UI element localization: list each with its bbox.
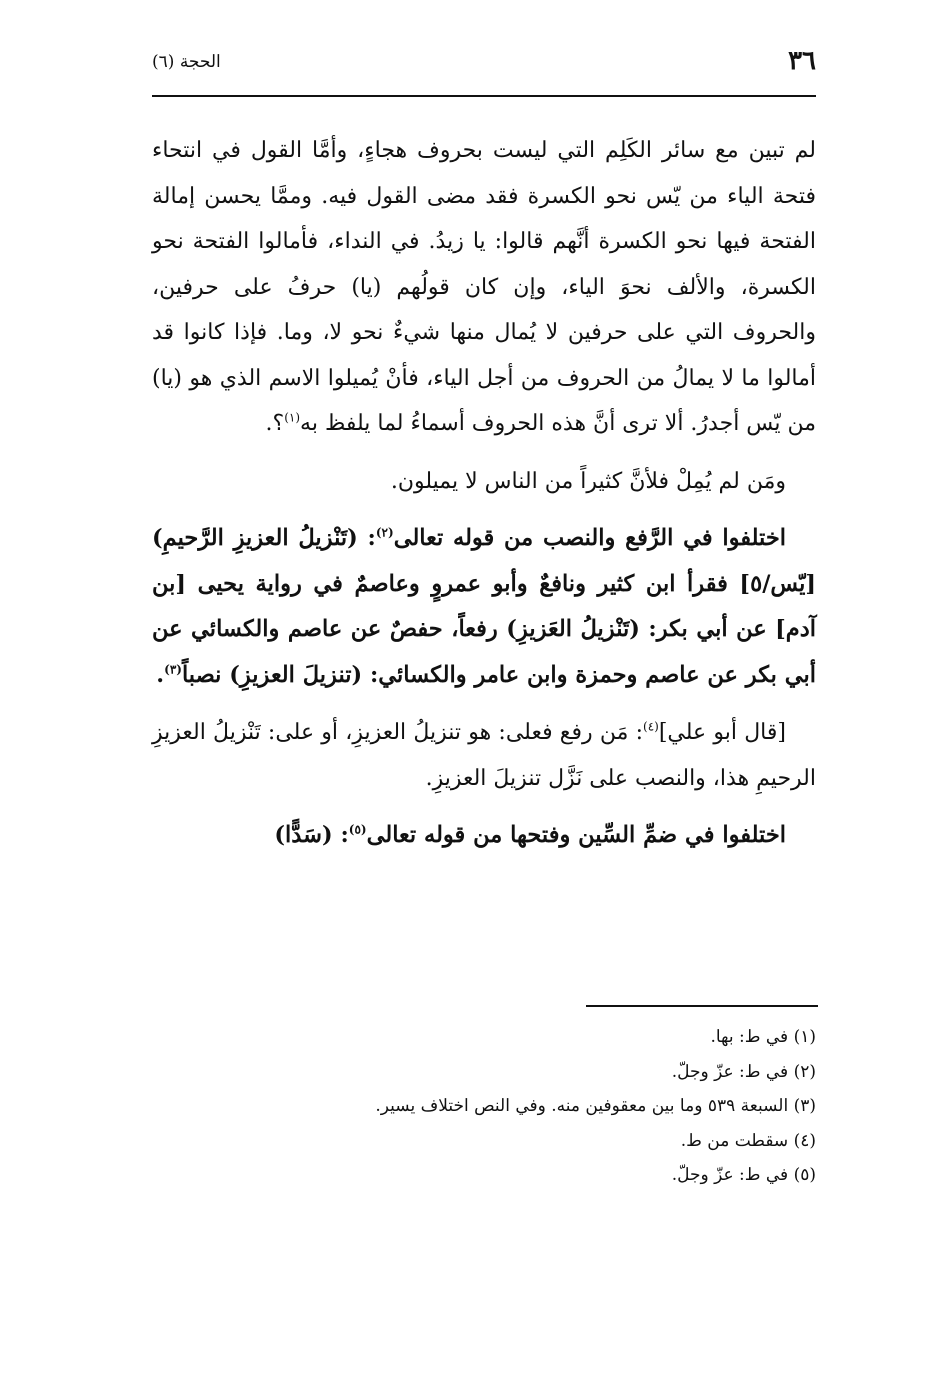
header-rule — [152, 95, 816, 97]
footnote-2: (٢) في ط: عزّ وجلّ. — [671, 1061, 816, 1082]
running-title: الحجة (٦) — [152, 52, 221, 72]
paragraph-3-tail: . — [156, 661, 165, 688]
paragraph-2: ومَن لم يُمِلْ فلأنَّ كثيراً من الناس لا يميلون. — [390, 468, 786, 494]
paragraph-3 — [152, 516, 816, 698]
page-header — [152, 44, 816, 84]
footnote-ref-4: (٤) — [643, 719, 659, 734]
page-number: ٣٦ — [788, 46, 816, 76]
footnote-3: (٣) السبعة ٥٣٩ وما بين معقوفين منه. وفي النص اختلاف يسير. — [375, 1096, 816, 1116]
paragraph-4-text: : مَن رفع فعلى: هو تنزيلُ العزيزِ، أو على: تَنْزيلُ العزيزِ الرحيمِ هذا، والنصب على نَزَّل تنزيلَ العزيزِ. — [152, 720, 816, 791]
paragraph-1-tail: ؟. — [265, 411, 285, 436]
paragraph-5 — [152, 813, 816, 859]
footnote-ref-1: (١) — [284, 410, 301, 425]
paragraph-4 — [152, 710, 816, 801]
paragraph-4-intro: [قال أبو علي] — [658, 720, 786, 745]
paragraph-3-text: : (تَنْزيلُ العزيزِ الرَّحيمِ) [يّس/٥] فقرأ ابن كثير ونافعٌ وأبو عمروٍ وعاصمٌ في رواية يحيى [بن آدم] عن أبي بكر: (تَنْزيلُ العَزيزِ) رفعاً، حفصٌ عن عاصم والكسائي عن أبي بكر عن عاصم وحمزة وابن عامر والكسائي: (تنزيلَ العزيزِ) نصباً — [152, 525, 816, 688]
paragraph-5-intro: اختلفوا في ضمِّ السِّين وفتحها من قوله تعالى — [366, 822, 786, 848]
footnote-1: (١) في ط: بها. — [710, 1027, 816, 1047]
footnote-ref-3: (٣) — [164, 662, 182, 676]
paragraph-3-intro: اختلفوا في الرَّفع والنصب من قوله تعالى — [393, 525, 786, 551]
footnote-4: (٤) سقطت من ط. — [680, 1130, 816, 1151]
paragraph-1 — [152, 128, 816, 447]
paragraph-1-text: لم تبين مع سائر الكَلِم التي ليست بحروف هجاءٍ، وأمَّا القول في انتحاء فتحة الياء من يّس نحو الكسرة فقد مضى القول فيه. وممَّا يحسن إمالة الفتحة فيها نحو الكسرة أنَّهم قالوا: يا زيدُ. في النداء، فأمالوا الفتحة نحو الكسرة، والألف نحوَ الياء، وإن كان قولُهم (يا) حرفُ على حرفين، والحروف التي على حرفين لا يُمال منها شيءٌ نحو لا، وما. فإذا كانوا قد أمالوا ما لا يمالُ من الحروف من أجل الياء، فأنْ يُميلوا الاسم الذي هو (يا) من يّس أجدرُ. ألا ترى أنَّ هذه الحروف أسماءُ لما يلفظ به — [152, 138, 816, 436]
main-text — [152, 128, 816, 859]
footnote-rule — [586, 1005, 818, 1007]
paragraph-5-text: : (سَدًّا) — [274, 822, 349, 848]
footnote-5: (٥) في ط: عزّ وجلّ. — [671, 1165, 816, 1185]
footnotes — [152, 1020, 816, 1193]
footnote-ref-5: (٥) — [348, 822, 367, 837]
footnote-ref-2: (٢) — [375, 525, 394, 540]
